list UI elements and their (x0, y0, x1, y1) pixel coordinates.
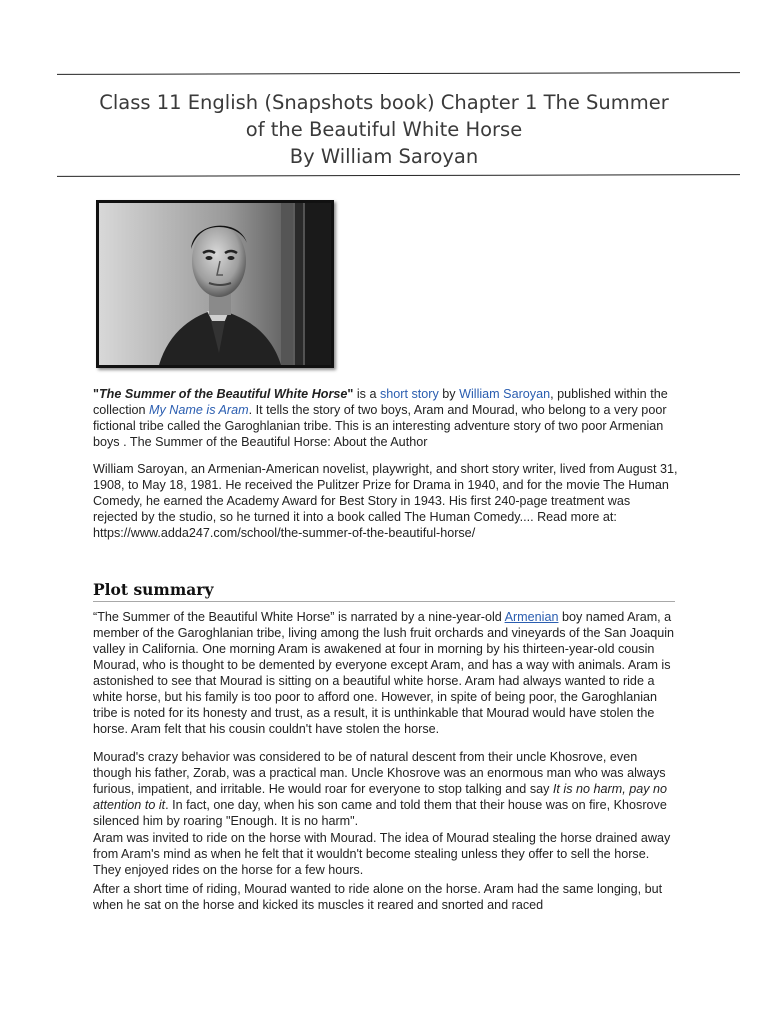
intro-paragraph (93, 386, 678, 450)
title-line-3: By William Saroyan (289, 145, 479, 168)
plot-p1-text-b: boy named Aram, a member of the Garoghlanian tribe, living among the lush fruit orchards and vineyards of the San Joaquin valley in California. One morning Aram is awakened at four in morning by his thirteen-year-old cousin Mourad, who is thought to be demented by everyone except Aram, and has a way with animals. Aram is astonished to see that Mourad is sitting on a beautiful white horse. Aram had always wanted to ride a white horse, but his family is too poor to afford one. However, in spite of being poor, the Garoghlanian tribe is noted for its honesty and trust, as a result, it is unthinkable that Mourad would have stolen the horse. Aram felt that his cousin couldn't have stolen the horse. (93, 610, 675, 736)
plot-p2-text-b: . In fact, one day, when his son came and told them that their house was on fire, Khosrove silenced him by roaring "Enough. It is no harm". (93, 798, 667, 828)
intro-text-2: by (438, 387, 460, 401)
intro-text-1: is a (353, 387, 380, 401)
bottom-rule (57, 174, 740, 177)
plot-p1-text-a: “The Summer of the Beautiful White Horse” is narrated by a nine-year-old (93, 610, 505, 624)
plot-paragraph-1 (93, 609, 678, 737)
plot-p2-italic: It is no harm, pay no attention to it (93, 782, 668, 812)
intro-open-quote: " (93, 387, 99, 401)
author-portrait-icon (99, 203, 331, 365)
author-link[interactable]: William Saroyan (459, 387, 551, 401)
story-title: The Summer of the Beautiful White Horse (98, 387, 348, 401)
plot-paragraph-2 (93, 749, 678, 829)
top-rule (57, 72, 740, 75)
plot-p2-text-a: Mourad's crazy behavior was considered to be of natural descent from their uncle Khosrove, even though his father, Zorab, was a practical man. Uncle Khosrove was an enormous man who was always furious, impatient, and irritable. He would roar for everyone to stop talking and say (93, 750, 666, 796)
short-story-link[interactable]: short story (379, 387, 439, 401)
collection-link[interactable]: My Name is Aram (149, 403, 249, 417)
intro-text-3: , published within the collection (93, 387, 668, 417)
page-title (60, 89, 708, 170)
armenian-link[interactable]: Armenian (504, 610, 559, 624)
plot-paragraph-3: Aram was invited to ride on the horse with Mourad. The idea of Mourad stealing the horse drained away from Aram's mind as when he felt that it wouldn't become stealing unless they offer to sell the horse. They enjoyed rides on the horse for a few hours. (93, 831, 671, 877)
author-paragraph: William Saroyan, an Armenian-American novelist, playwright, and short story writer, lived from August 31, 1908, to May 18, 1981. He received the Pulitzer Prize for Drama in 1940, and for the movie The Human Comedy, he earned the Academy Award for Best Story in 1943. His first 240-page treatment was rejected by the studio, so he turned it into a book called The Human Comedy.... Read more at: https://www.adda247.com/school/the-summer-of-the-beautiful-horse/ (93, 462, 678, 540)
author-photo (96, 200, 334, 368)
intro-close-quote: " (347, 387, 354, 401)
title-line-2: of the Beautiful White Horse (245, 118, 523, 141)
plot-summary-heading: Plot summary (93, 580, 675, 602)
plot-paragraph-4: After a short time of riding, Mourad wanted to ride alone on the horse. Aram had the same longing, but when he sat on the horse and kicked its muscles it reared and snorted and raced (93, 882, 663, 912)
title-line-1: Class 11 English (Snapshots book) Chapter 1 The Summer (99, 91, 669, 114)
intro-text-4: . It tells the story of two boys, Aram and Mourad, who belong to a very poor fictional tribe called the Garoghlanian tribe. This is an interesting adventure story of two poor Armenian boys . The Summer of the Beautiful Horse: About the Author (93, 403, 667, 449)
